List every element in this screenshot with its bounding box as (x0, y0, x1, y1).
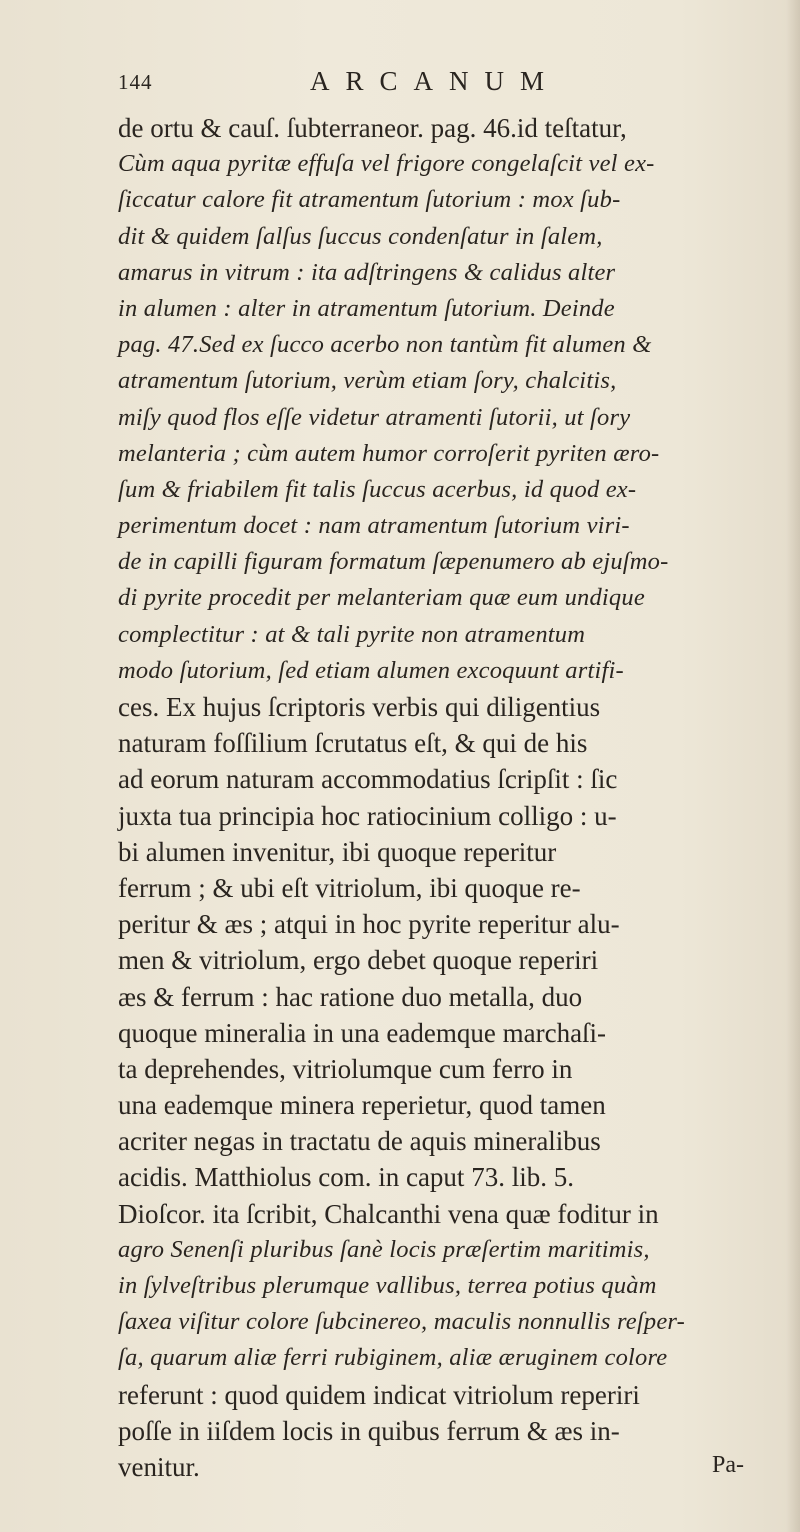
text-line: peritur & æs ; atqui in hoc pyrite reperitur alu- (118, 909, 620, 940)
text-line: melanteria ; cùm autem humor corroſerit pyriten æro- (118, 439, 660, 467)
text-line: referunt : quod quidem indicat vitriolum reperiri (118, 1379, 640, 1410)
text-line: poſſe in iiſdem locis in quibus ferrum & æs in- (118, 1415, 620, 1446)
text-line: atramentum ſutorium, verùm etiam ſory, chalcitis, (118, 367, 617, 395)
text-line: ſum & friabilem fit talis ſuccus acerbus, id quod ex- (118, 475, 637, 503)
text-line: juxta tua principia hoc ratiocinium colligo : u- (118, 800, 617, 831)
text-line: perimentum docet : nam atramentum ſutorium viri- (118, 512, 630, 540)
text-line: agro Senenſi pluribus ſanè locis præſertim maritimis, (118, 1235, 650, 1263)
text-line: ad eorum naturam accommodatius ſcripſit : ſic (118, 764, 618, 795)
text-line: ſa, quarum aliæ ferri rubiginem, aliæ æruginem colore (118, 1344, 668, 1372)
text-line: complectitur : at & tali pyrite non atramentum (118, 620, 586, 648)
catchword: Pa- (712, 1452, 744, 1478)
text-line: ſaxea viſitur colore ſubcinereo, maculis nonnullis reſper- (118, 1308, 686, 1336)
running-title: ARCANUM (310, 66, 561, 96)
text-line: ta deprehendes, vitriolumque cum ferro in (118, 1053, 573, 1084)
page-number: 144 (118, 70, 153, 94)
text-line: acriter negas in tractatu de aquis mineralibus (118, 1126, 601, 1157)
text-line: quoque mineralia in una eademque marchaſi- (118, 1017, 607, 1048)
text-line: bi alumen invenitur, ibi quoque reperitur (118, 836, 557, 867)
body-text (118, 110, 798, 1485)
text-line: miſy quod flos eſſe videtur atramenti ſutorii, ut ſory (118, 403, 631, 431)
text-line: Dioſcor. ita ſcribit, Chalcanthi vena quæ foditur in (118, 1198, 659, 1229)
text-line: in ſylveſtribus plerumque vallibus, terrea potius quàm (118, 1272, 657, 1299)
text-line: Cùm aqua pyritæ effuſa vel frigore congelaſcit vel ex- (118, 150, 655, 178)
text-line: acidis. Matthiolus com. in caput 73. lib. 5. (118, 1162, 574, 1193)
text-line: ferrum ; & ubi eſt vitriolum, ibi quoque re- (118, 872, 581, 903)
text-line: ces. Ex hujus ſcriptoris verbis qui diligentius (118, 692, 601, 722)
text-line: modo ſutorium, ſed etiam alumen excoquunt artifi- (118, 656, 624, 684)
text-line: una eademque minera reperietur, quod tamen (118, 1090, 606, 1121)
text-line: di pyrite procedit per melanteriam quæ eum undique (118, 584, 645, 612)
text-line: amarus in vitrum : ita adſtringens & calidus alter (118, 258, 616, 286)
text-line: men & vitriolum, ergo debet quoque reperiri (118, 945, 599, 976)
page-header (0, 66, 800, 106)
text-line: æs & ferrum : hac ratione duo metalla, duo (118, 981, 583, 1012)
text-line: in alumen : alter in atramentum ſutorium. Deinde (118, 294, 615, 322)
text-line: venitur. (118, 1451, 200, 1482)
text-line: pag. 47.Sed ex ſucco acerbo non tantùm fit alumen & (118, 331, 652, 359)
text-line: de ortu & cauſ. ſubterraneor. pag. 46.id teſtatur, (118, 113, 627, 143)
text-line: naturam foſſilium ſcrutatus eſt, & qui de his (118, 728, 588, 759)
text-line: ſiccatur calore fit atramentum ſutorium : mox ſub- (118, 186, 621, 214)
text-line: dit & quidem ſalſus ſuccus condenſatur in ſalem, (118, 222, 603, 250)
text-line: de in capilli figuram formatum ſæpenumero ab ejuſmo- (118, 548, 669, 576)
